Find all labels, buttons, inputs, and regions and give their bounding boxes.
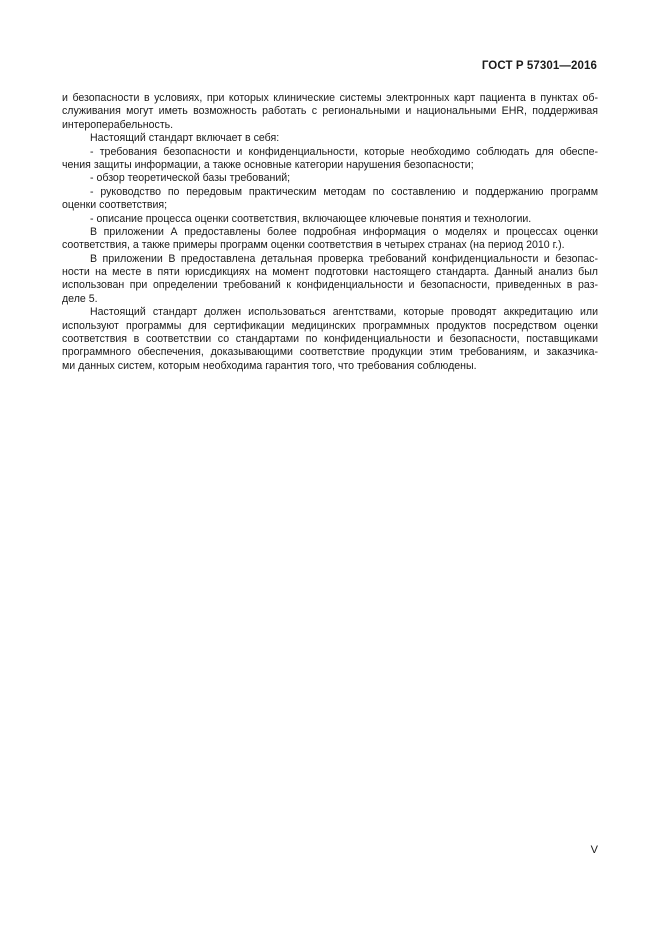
document-body [62,92,598,373]
body-text-line: и безопасности в условиях, при которых клинические системы электронных карт пациента в пунктах об- [62,92,598,104]
body-text-line: соответствия в соответствии со стандартами по конфиденциальности и безопасности, поставщиками [62,333,598,346]
body-text-line: программного обеспечения, доказывающими соответствие продукции этим требованиям, и заказчика- [62,346,598,359]
document-code: ГОСТ Р 57301—2016 [481,60,597,72]
body-text-line: Настоящий стандарт должен использоваться агентствами, которые проводят аккредитацию или [90,306,598,319]
body-text-line: В приложении А предоставлены более подробная информация о моделях и процессах оценки [90,225,598,238]
body-text-line: деле 5. [62,292,98,305]
body-text-line: - обзор теоретической базы требований; [90,172,291,185]
body-text-line: ности на месте в пяти юрисдикциях на момент подготовки настоящего стандарта. Данный анализ был [62,266,598,279]
body-text-line: Настоящий стандарт включает в себя: [90,132,280,145]
body-text-line: - руководство по передовым практическим методам по составлению и поддержанию программ [90,185,598,198]
body-text-line: использован при определении требований к конфиденциальности и безопасности, приведенных в раз- [62,279,598,292]
body-text-line: соответствия, а также примеры программ оценки соответствия в четырех странах (на период 2010 г.). [62,239,565,252]
body-text-line: оценки соответствия; [62,199,168,212]
body-text-line: В приложении В предоставлена детальная проверка требований конфиденциальности и безопас- [90,252,598,265]
body-text-line: ми данных систем, которым необходима гарантия того, что требования соблюдены. [62,359,477,372]
page-number: V [590,844,598,856]
body-text-line: используют программы для сертификации медицинских программных продуктов посредством оценки [62,319,598,332]
body-text-line: служивания могут иметь возможность работать с региональными и национальными EHR, поддерживая [62,105,598,118]
body-text-line: чения защиты информации, а также основные категории нарушения безопасности; [62,158,474,171]
body-text-line: - требования безопасности и конфиденциальности, которые необходимо соблюдать для обеспе- [90,145,598,158]
body-text-line: - описание процесса оценки соответствия, включающее ключевые понятия и технологии. [90,212,532,225]
body-text-line: интероперабельность. [62,118,174,131]
